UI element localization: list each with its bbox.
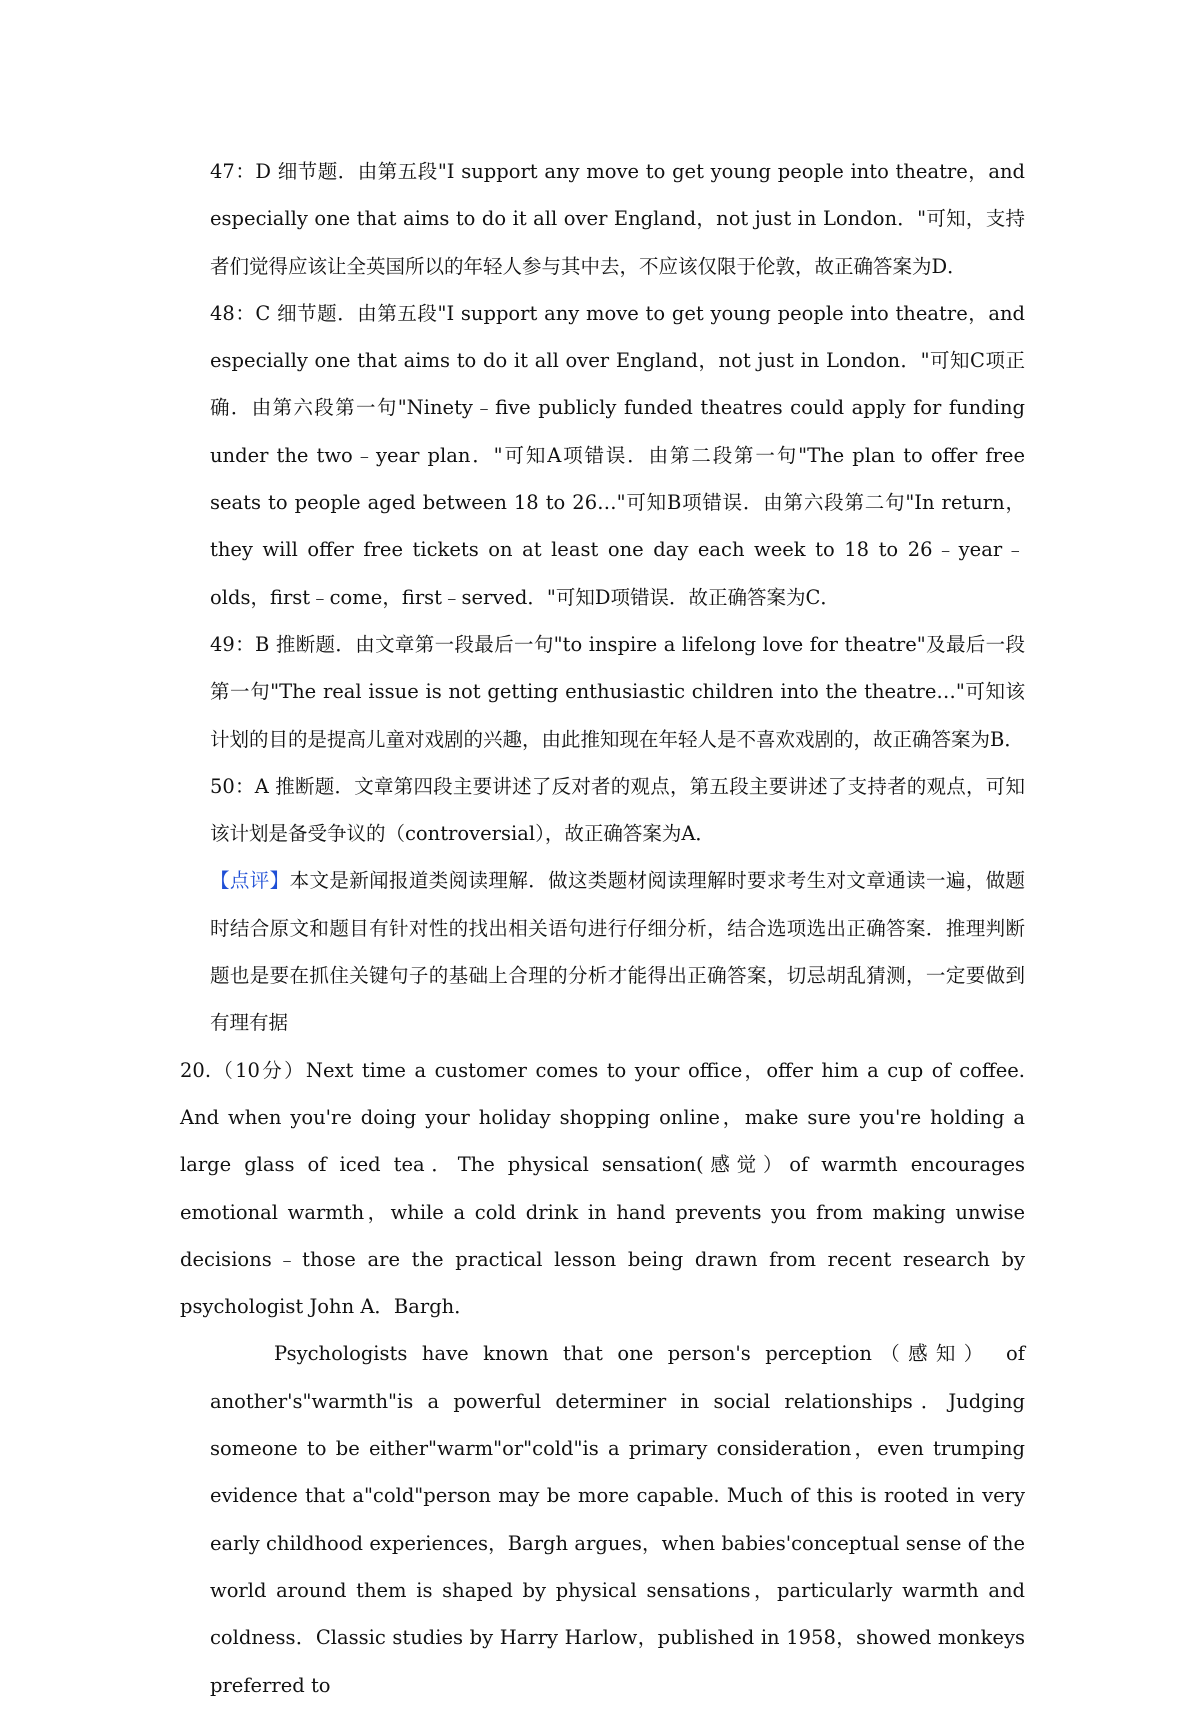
- question-20-paragraph-2: Psychologists have known that one person's perception（感知） of another's"warmth"is a powerful determiner in social relationships．Judging someone to be either"warm"or"cold"is a primary consideration，even trumping evidence that a"cold"person may be more capable. Much of this is rooted in very early childhood experiences，Bargh argues，when babies'conceptual sense of the world around them is shaped by physical sensations，particularly warmth and coldness．Classic studies by Harry Harlow，published in 1958，showed monkeys preferred to: [210, 1342, 1025, 1697]
- comment-tag: 【点评】: [210, 869, 290, 893]
- question-20-paragraph-1: [180, 1047, 1025, 1331]
- answer-50: 50：A 推断题．文章第四段主要讲述了反对者的观点，第五段主要讲述了支持者的观点，可知该计划是备受争议的（controversial），故正确答案为A．: [210, 774, 1025, 846]
- answer-47: 47：D 细节题．由第五段"I support any move to get young people into theatre，and especially one that aims to do it all over England，not just in London．"可知，支持者们觉得应该让全英国所以的年轻人参与其中去，不应该仅限于伦敦，故正确答案为D．: [210, 160, 1025, 278]
- document-content: [180, 148, 1025, 1709]
- comment-paragraph: [210, 857, 1025, 1046]
- question-paragraph-1-text: Next time a customer comes to your office，offer him a cup of coffee. And when you're doing your holiday shopping online，make sure you're holding a large glass of iced tea．The physical sensation(感觉）of warmth encourages emotional warmth，while a cold drink in hand prevents you from making unwise decisions﹣those are the practical lesson being drawn from recent research by psychologist John A．Bargh．: [180, 1058, 1025, 1319]
- answer-48: 48：C 细节题．由第五段"I support any move to get young people into theatre，and especially one that aims to do it all over England，not just in London．"可知C项正确．由第六段第一句"Ninety﹣five publicly funded theatres could apply for funding under the two﹣year plan．"可知A项错误．由第二段第一句"The plan to offer free seats to people aged between 18 to 26…"可知B项错误．由第六段第二句"In return，they will offer free tickets on at least one day each week to 18 to 26﹣year﹣olds，first﹣come，first﹣served．"可知D项错误．故正确答案为C．: [210, 301, 1025, 609]
- comment-text: 本文是新闻报道类阅读理解．做这类题材阅读理解时要求考生对文章通读一遍，做题时结合原文和题目有针对性的找出相关语句进行仔细分析，结合选项选出正确答案．推理判断题也是要在抓住关键句子的基础上合理的分析才能得出正确答案，切忌胡乱猜测，一定要做到有理有据: [210, 869, 1025, 1035]
- question-points: （10分）: [211, 1058, 306, 1082]
- answer-49: 49：B 推断题．由文章第一段最后一句"to inspire a lifelong love for theatre"及最后一段第一句"The real issue is not getting enthusiastic children into the theatre…"可知该计划的目的是提高儿童对戏剧的兴趣，由此推知现在年轻人是不喜欢戏剧的，故正确答案为B．: [210, 632, 1025, 751]
- question-number: 20.: [180, 1058, 212, 1082]
